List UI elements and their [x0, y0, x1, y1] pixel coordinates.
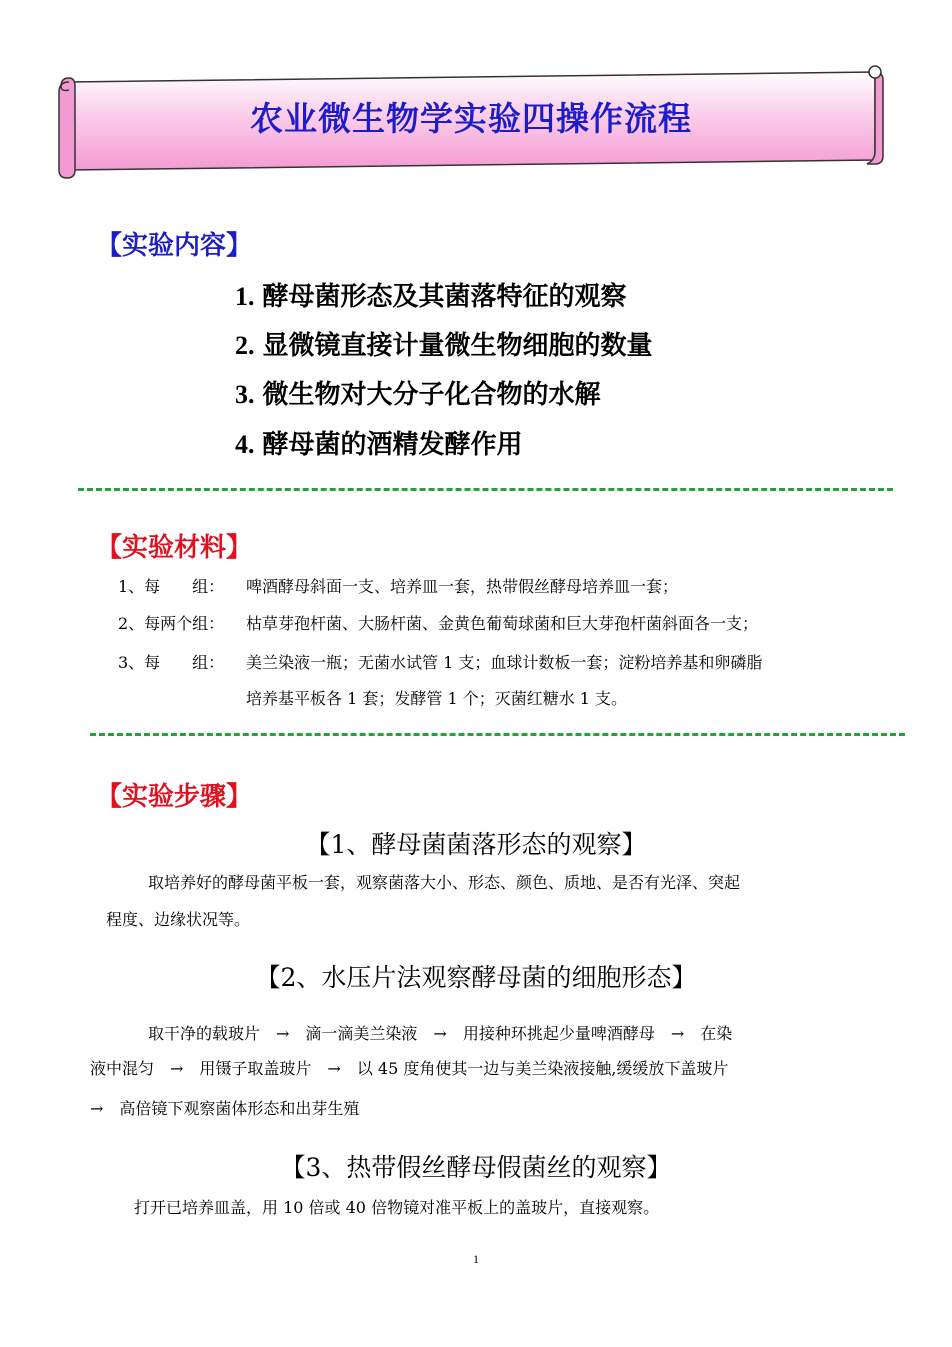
content-item: 2. 显微镜直接计量微生物细胞的数量: [235, 331, 653, 361]
divider: [90, 733, 905, 736]
material-item-continuation: 培养基平板各 1 套；发酵管 1 个；灭菌红糖水 1 支。: [246, 689, 628, 708]
content-item: 3. 微生物对大分子化合物的水解: [235, 380, 601, 410]
page-number: 1: [473, 1252, 479, 1266]
page-title: 农业微生物学实验四操作流程: [250, 99, 692, 138]
material-item: 1、每 组： 啤酒酵母斜面一支、培养皿一套，热带假丝酵母培养皿一套；: [118, 577, 679, 596]
step-text-line: 取培养好的酵母菌平板一套，观察菌落大小、形态、颜色、质地、是否有光泽、突起: [148, 873, 741, 892]
title-banner: [55, 64, 887, 182]
divider: [78, 488, 893, 491]
step-text-line: → 高倍镜下观察菌体形态和出芽生殖: [90, 1099, 360, 1118]
step-text-line: 打开已培养皿盖，用 10 倍或 40 倍物镜对准平板上的盖玻片，直接观察。: [134, 1198, 660, 1217]
steps-heading: 【实验步骤】: [96, 782, 253, 812]
content-item: 1. 酵母菌形态及其菌落特征的观察: [235, 282, 627, 312]
content-item: 4. 酵母菌的酒精发酵作用: [235, 430, 523, 460]
materials-heading: 【实验材料】: [96, 533, 253, 563]
step-title: 【2、水压片法观察酵母菌的细胞形态】: [255, 963, 697, 992]
content-heading: 【实验内容】: [96, 231, 253, 261]
material-item: 2、每两个组： 枯草芽孢杆菌、大肠杆菌、金黄色葡萄球菌和巨大芽孢杆菌斜面各一支；: [118, 614, 759, 633]
step-text-line: 取干净的载玻片 → 滴一滴美兰染液 → 用接种环挑起少量啤酒酵母 → 在染: [148, 1024, 733, 1043]
material-item: 3、每 组： 美兰染液一瓶；无菌水试管 1 支；血球计数板一套；淀粉培养基和卵磷脂: [118, 653, 763, 672]
step-text-line: 液中混匀 → 用镊子取盖玻片 → 以 45 度角使其一边与美兰染液接触,缓缓放下盖玻片: [90, 1059, 729, 1078]
step-text-line: 程度、边缘状况等。: [106, 910, 251, 929]
step-title: 【3、热带假丝酵母假菌丝的观察】: [280, 1153, 672, 1182]
step-title: 【1、酵母菌菌落形态的观察】: [305, 830, 647, 859]
